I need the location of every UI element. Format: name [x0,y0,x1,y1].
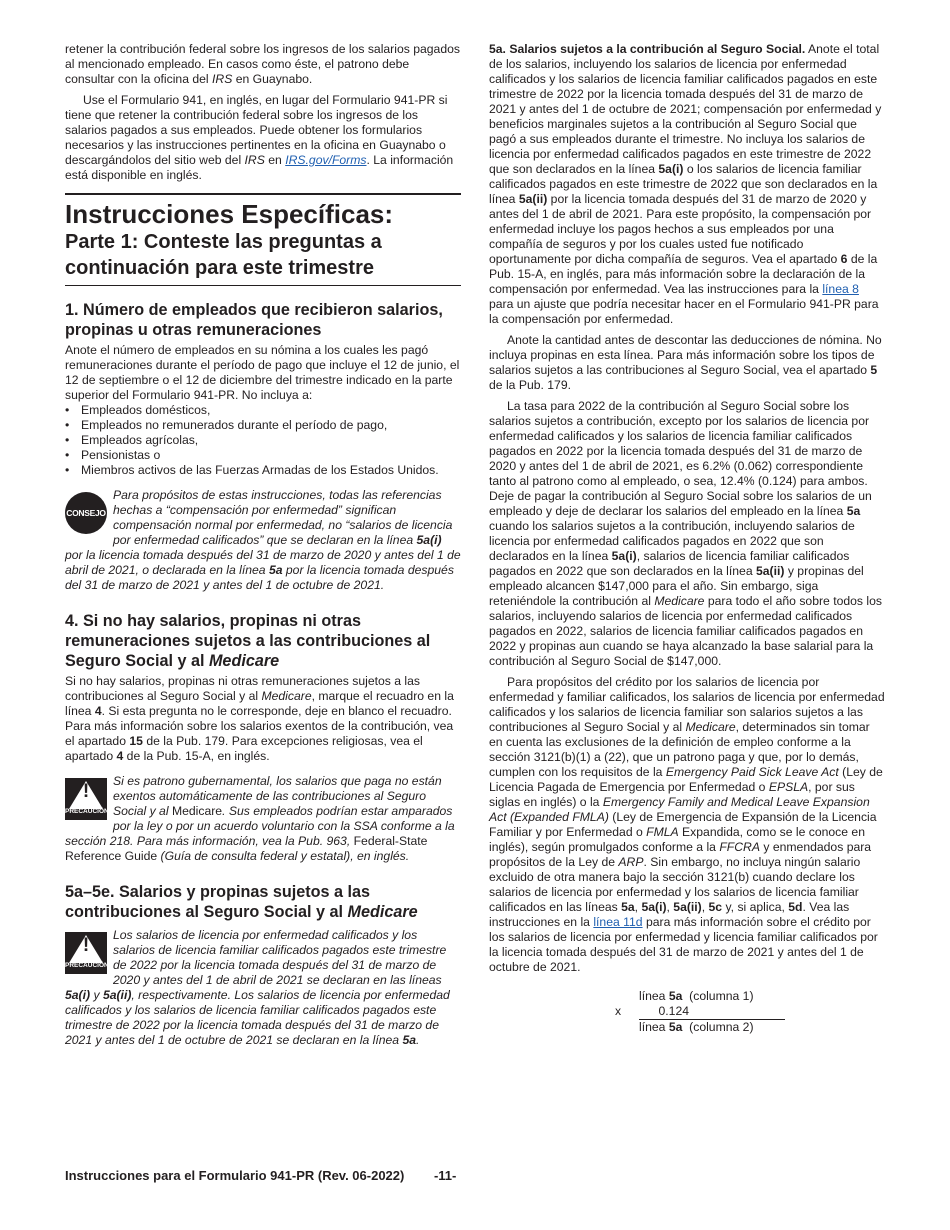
page-number: -11- [433,1168,457,1183]
list-item: • Empleados no remunerados durante el período de pago, [65,418,461,433]
consejo-icon: CONSEJO [65,492,107,534]
caution-note: ! PRECAUCIÓN Si es patrono gubernamental, los salarios que paga no están exentos automáticamente de las contribuciones al Seguro Social y al Medicare. Sus empleados podrían estar amparados por la ley o por un acuerdo voluntario con la SSA conforme a la sección 218. Para más información, vea la Pub. 963, Federal-State Reference Guide (Guía de consulta federal y estatal), en inglés. [65,774,455,863]
footer-title: Instrucciones para el Formulario 941-PR (Rev. 06-2022) [65,1168,405,1183]
caution-note: ! PRECAUCIÓN Los salarios de licencia por enfermedad calificados y los salarios de licencia familiar calificados pagados este trimestre de 2022 por la licencia tomada después del 31 de marzo de 2020 y antes del 1 de abril de 2021 se declaran en las líneas 5a(i) y 5a(ii), respectivamente. Los salarios de licencia por enfermedad calificados y los salarios de licencia familiar calificados pagados este trimestre de 2022 por la licencia tomada después del 31 de marzo de 2021 y antes del 1 de octubre de 2021 se declaran en la línea 5a. [65,928,450,1047]
paragraph: retener la contribución federal sobre los ingresos de los salarios pagados al mencionado empleado. En casos como éste, el patrono debe consultar con la oficina del IRS en Guaynabo. [65,42,460,86]
section-1-heading: 1. Número de empleados que recibieron salarios, propinas u otras remuneraciones [65,301,443,339]
tip-note: CONSEJO Para propósitos de estas instrucciones, todas las referencias hechas a “compensación por enfermedad” significan compensación normal por enfermedad, no “salarios de licencia por enfermedad calificados” que se declaran en la línea 5a(i) por la licencia tomada después del 31 de marzo de 2020 y antes del 1 de abril de 2021, o declarada en la línea 5a por la licencia tomada después del 31 de marzo de 2021 y antes del 1 de octubre de 2021. [65,488,461,592]
left-column [65,42,461,1048]
section-4-heading: 4. Si no hay salarios, propinas ni otras remuneraciones sujetos a las contribuciones al Seguro Social y al Medicare [65,612,431,670]
paragraph: La tasa para 2022 de la contribución al Seguro Social sobre los salarios sujetos a contribución, excepto por los salarios de licencia por enfermedad calificados y los salarios de licencia familiar calificados pagados en 2022 por la licencia tomada después del 31 de marzo de 2020 y antes del 1 de abril de 2021, es 6.2% (0.062) correspondiente tanto al patrono como al empleado, o sea, 12.4% (0.124) para ambos. Deje de pagar la contribución al Seguro Social sobre los salarios de un empleado y deje de declarar los salarios del empleado en la línea 5a cuando los salarios sujetos a la contribución, incluyendo salarios de licencia por enfermedad calificados pagados en 2022 que son declarados en la línea 5a(i), salarios de licencia familiar calificados pagados en 2022 que son declarados en la línea 5a(ii) y propinas del empleado alcancen $147,000 para el año. Sin embargo, siga reteniéndole la contribución al Medicare para todo el año sobre todos los salarios, incluyendo salarios de licencia por enfermedad calificados pagados en 2022, salarios de licencia familiar calificados pagados en 2022 y propinas aun cuando se haya alcanzado la base salarial para la contribución al Seguro Social de $147,000. [489,399,882,668]
line-8-link[interactable]: línea 8 [822,282,859,296]
section-4-text: Si no hay salarios, propinas ni otras remuneraciones sujetos a las contribuciones al Seguro Social y al Medicare, marque el recuadro en la línea 4. Si esta pregunta no le corresponde, deje en blanco el recuadro. Para más información sobre los salarios exentos de la contribución, vea el apartado 15 de la Pub. 179. Para excepciones religiosas, vea el apartado 4 de la Pub. 15-A, en inglés. [65,674,454,763]
section-1-text: Anote el número de empleados en su nómina a los cuales les pagó remuneraciones durante el período de pago que incluye el 12 de junio, el 12 de septiembre o el 12 de diciembre del trimestre indicado en la parte superior del Formulario 941-PR. No incluya a: [65,343,460,402]
section-5-heading: 5a–5e. Salarios y propinas sujetos a las contribuciones al Seguro Social y al Medicare [65,883,418,921]
page-title: Instrucciones Específicas: [65,193,461,229]
calculation-formula: línea 5a (columna 1) x 0.124 línea 5a (columna 2) [615,989,885,1035]
list-item: • Miembros activos de las Fuerzas Armadas de los Estados Unidos. [65,463,461,478]
paragraph: Anote la cantidad antes de descontar las deducciones de nómina. No incluya propinas en esta línea. Para más información sobre los tipos de salarios sujetos a las contribuciones al Seguro Social, vea el apartado 5 de la Pub. 179. [489,333,882,392]
list-item: • Empleados agrícolas, [65,433,461,448]
caution-icon: ! PRECAUCIÓN [65,932,107,974]
page-footer [65,1168,456,1183]
irs-forms-link[interactable]: IRS.gov/Forms [285,153,367,167]
exclusion-list [65,403,461,478]
part-1-heading: Parte 1: Conteste las preguntas a continuación para este trimestre [65,229,461,286]
paragraph: Use el Formulario 941, en inglés, en lugar del Formulario 941-PR si tiene que retener la contribución federal sobre los ingresos de los salarios pagados a sus empleados. Puede obtener los formularios necesarios y las instrucciones pertinentes en la oficina en Guaynabo o descargándolos del sitio web del IRS en IRS.gov/Forms. La información está disponible en inglés. [65,93,454,182]
line-11d-link[interactable]: línea 11d [593,915,643,929]
right-column [489,42,885,1035]
caution-icon: ! PRECAUCIÓN [65,778,107,820]
list-item: • Pensionistas o [65,448,461,463]
paragraph: Para propósitos del crédito por los salarios de licencia por enfermedad y familiar calificados, los salarios de licencia por enfermedad calificados y los salarios de licencia familiar son salarios sujetos a las contribuciones al Seguro Social y al Medicare, determinados sin tomar en cuenta las exclusiones de la definición de empleo conforme a la sección 3121(b)(1) a (22), que un patrono paga y que, por lo demás, cumplen con los requisitos de la Emergency Paid Sick Leave Act (Ley de Licencia Pagada de Emergencia por Enfermedad o EPSLA, por sus siglas en inglés) o la Emergency Family and Medical Leave Expansion Act (Expanded FMLA) (Ley de Emergencia de Expansión de la Licencia Familiar y por Enfermedad o FMLA Expandida, como se le conoce en inglés), según promulgados conforme a la FFCRA y enmendados para propósitos de la Ley de ARP. Sin embargo, no incluya ningún salario excluido de otra manera bajo la sección 3121(b) cuando declare los salarios de licencia por enfermedad y los salarios de licencia familiar calificados en las líneas 5a, 5a(i), 5a(ii), 5c y, si aplica, 5d. Vea las instrucciones en la línea 11d para más información sobre el crédito por los salarios de licencia por enfermedad y licencia familiar calificados por la licencia tomada después del 31 de marzo de 2021 y antes del 1 de octubre de 2021. [489,675,885,974]
list-item: • Empleados domésticos, [65,403,461,418]
paragraph: 5a. Salarios sujetos a la contribución al Seguro Social. Anote el total de los salarios, incluyendo los salarios de licencia por enfermedad calificados y los salarios de licencia familiar calificados pagados en este trimestre de 2022 por la licencia tomada después del 31 de marzo de 2021 y antes del 1 de octubre de 2021; compensación por enfermedad y beneficios marginales sujetos a la contribución al Seguro Social que pagó a sus empleados durante el trimestre. No incluya los salarios de licencia por enfermedad calificados pagados en este trimestre de 2022 que son declarados en la línea 5a(i) o los salarios de licencia familiar calificados pagados en este trimestre de 2022 que son declarados en la línea 5a(ii) por la licencia tomada después del 31 de marzo de 2020 y antes del 1 de abril de 2021. Para este propósito, la compensación por enfermedad incluye los pagos hechos a sus empleados por una compañía de seguros y por los cuales usted fue notificado oportunamente por dicha compañía de seguros. Vea el apartado 6 de la Pub. 15-A, en inglés, para más información sobre la declaración de la compensación por enfermedad. Vea las instrucciones para la línea 8 para un ajuste que podría necesitar hacer en el Formulario 941-PR para la compensación por enfermedad. [489,42,882,326]
